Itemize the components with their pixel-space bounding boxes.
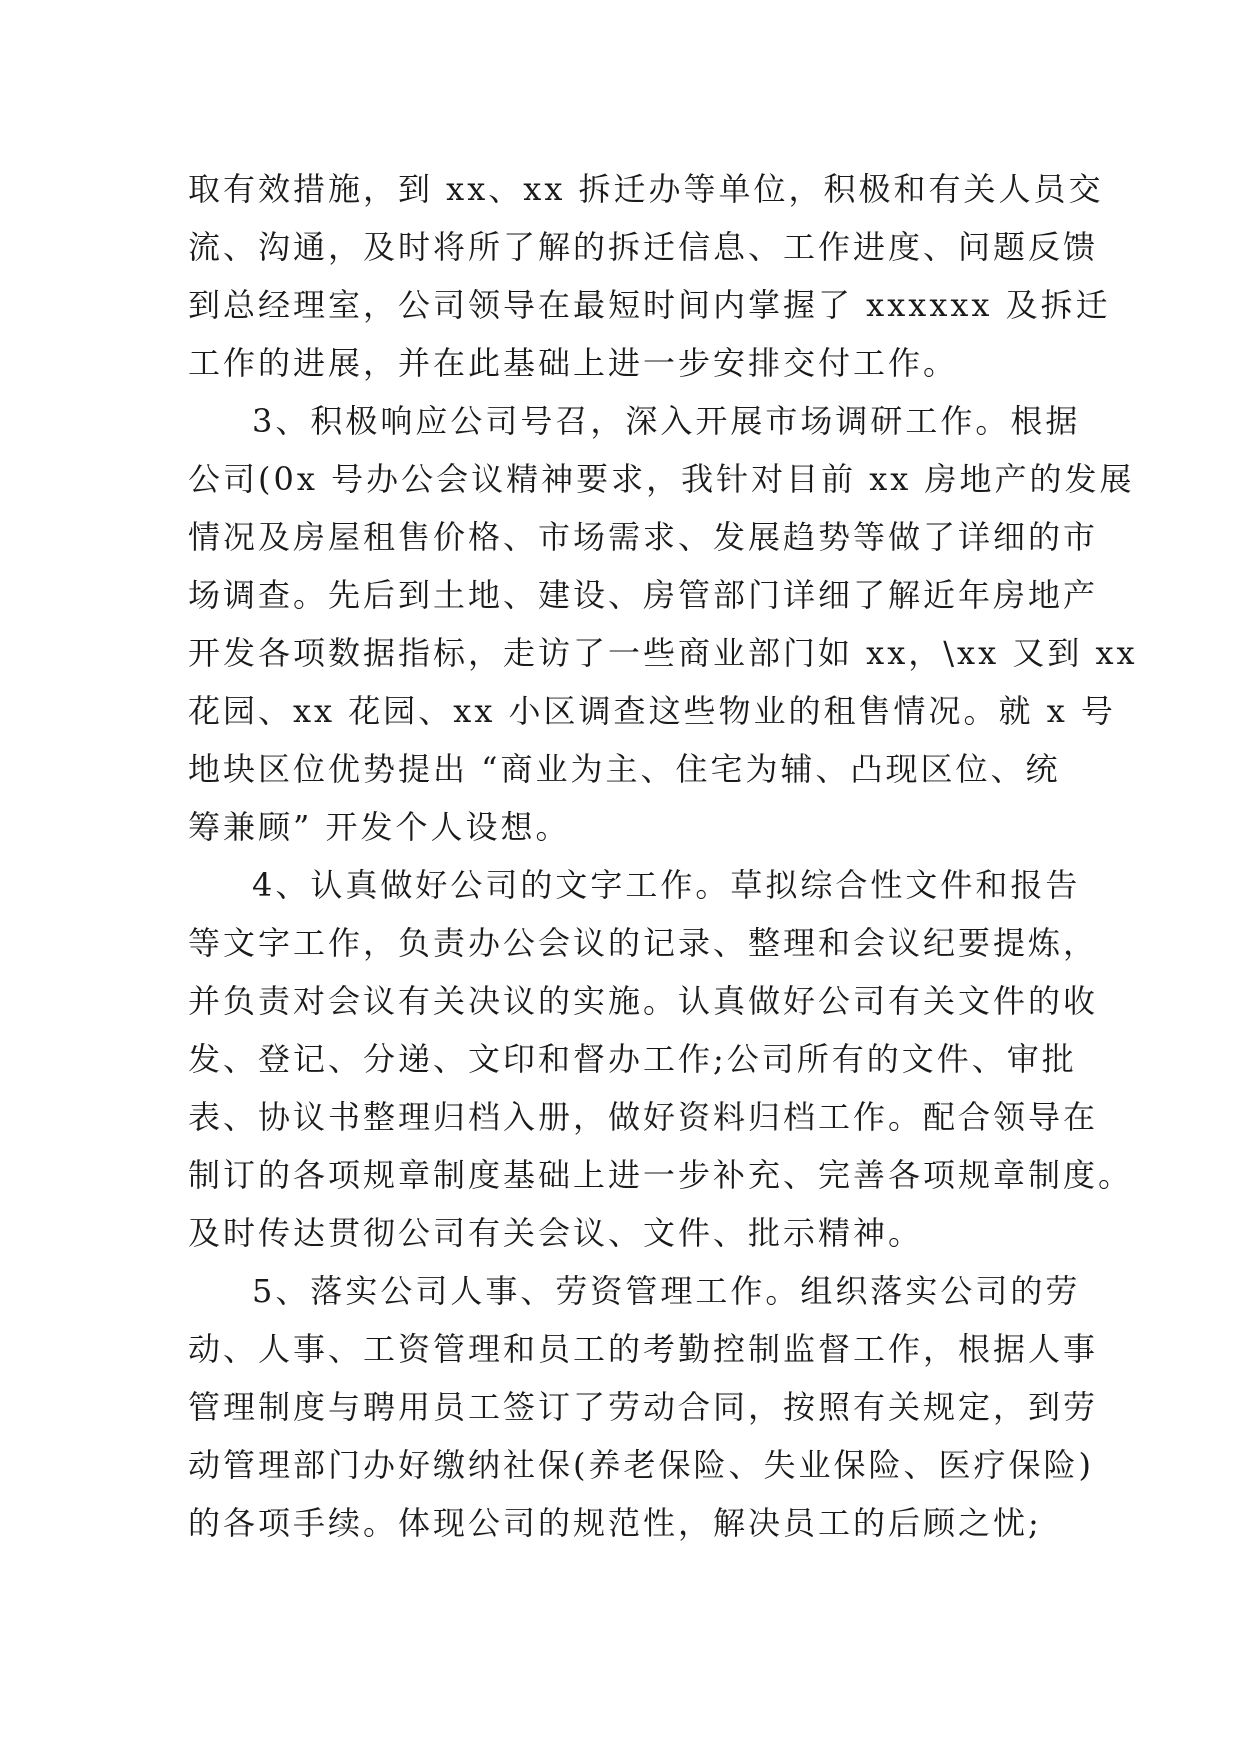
text-line: 的各项手续。体现公司的规范性，解决员工的后顾之忧; — [188, 1504, 1042, 1542]
body-text — [188, 160, 1138, 1552]
text-line: 公司(0x 号办公会议精神要求，我针对目前 xx 房地产的发展 — [188, 460, 1135, 498]
text-line: 取有效措施，到 xx、xx 拆迁办等单位，积极和有关人员交 — [188, 170, 1104, 208]
paragraph-first-line: 4、认真做好公司的文字工作。草拟综合性文件和报告 — [252, 866, 1081, 904]
text-line: 及时传达贯彻公司有关会议、文件、批示精神。 — [188, 1214, 924, 1252]
text-line: 花园、xx 花园、xx 小区调查这些物业的租售情况。就 x 号 — [188, 692, 1116, 730]
text-line: 管理制度与聘用员工签订了劳动合同，按照有关规定，到劳 — [188, 1388, 1099, 1426]
text-line: 发、登记、分递、文印和督办工作;公司所有的文件、审批 — [188, 1040, 1077, 1078]
text-line: 制订的各项规章制度基础上进一步补充、完善各项规章制度。 — [188, 1156, 1134, 1194]
text-line: 流、沟通，及时将所了解的拆迁信息、工作进度、问题反馈 — [188, 228, 1099, 266]
text-line: 表、协议书整理归档入册，做好资料归档工作。配合领导在 — [188, 1098, 1099, 1136]
text-line: 地块区位优势提出 “商业为主、住宅为辅、凸现区位、统 — [188, 750, 1061, 788]
text-line: 工作的进展，并在此基础上进一步安排交付工作。 — [188, 344, 959, 382]
text-line: 动管理部门办好缴纳社保(养老保险、失业保险、医疗保险) — [188, 1446, 1094, 1484]
text-line: 到总经理室，公司领导在最短时间内掌握了 xxxxxx 及拆迁 — [188, 286, 1111, 324]
paragraph-first-line: 3、积极响应公司号召，深入开展市场调研工作。根据 — [252, 402, 1081, 440]
text-line: 筹兼顾” 开发个人设想。 — [188, 808, 571, 846]
text-line: 动、人事、工资管理和员工的考勤控制监督工作，根据人事 — [188, 1330, 1099, 1368]
text-line: 等文字工作，负责办公会议的记录、整理和会议纪要提炼， — [188, 924, 1099, 962]
text-line: 场调查。先后到土地、建设、房管部门详细了解近年房地产 — [188, 576, 1099, 614]
text-line: 情况及房屋租售价格、市场需求、发展趋势等做了详细的市 — [188, 518, 1099, 556]
text-line: 并负责对会议有关决议的实施。认真做好公司有关文件的收 — [188, 982, 1099, 1020]
text-line: 开发各项数据指标，走访了一些商业部门如 xx，\xx 又到 xx — [188, 634, 1138, 672]
paragraph-first-line: 5、落实公司人事、劳资管理工作。组织落实公司的劳 — [252, 1272, 1081, 1310]
